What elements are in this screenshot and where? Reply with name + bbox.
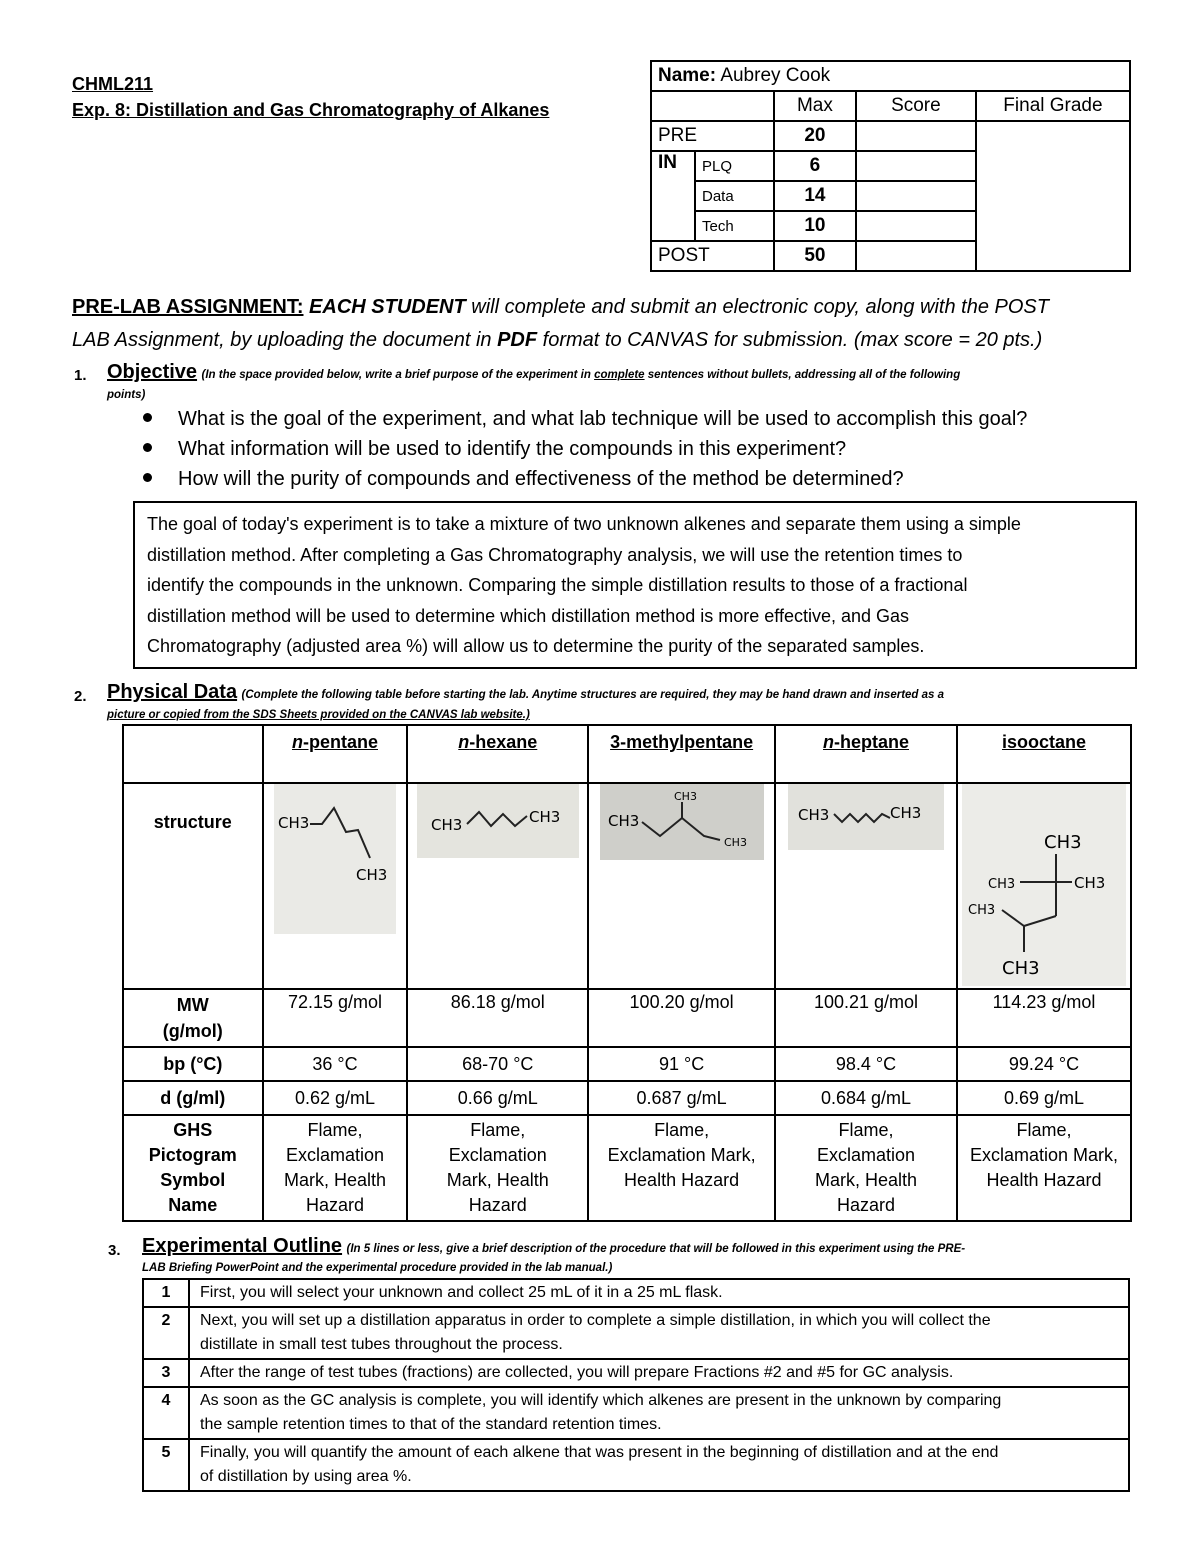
mw-label-a: MW bbox=[176, 995, 209, 1015]
objective-answer-box[interactable] bbox=[133, 501, 1137, 669]
mw-value: 100.21 g/mol bbox=[775, 989, 957, 1047]
prelab-text-2b: format to CANVAS for submission. (max score = 20 pts.) bbox=[542, 329, 1043, 351]
density-label: d (g/ml) bbox=[123, 1081, 263, 1115]
ghs-label-line: GHS bbox=[173, 1120, 213, 1140]
post-label: POST bbox=[651, 241, 774, 271]
objective-bullet-3 bbox=[143, 468, 904, 491]
ch3-label: CH3 bbox=[968, 903, 996, 918]
ch3-label: CH3 bbox=[673, 790, 697, 803]
mw-value: 100.20 g/mol bbox=[588, 989, 775, 1047]
pre-label: PRE bbox=[651, 121, 774, 151]
each-student: EACH STUDENT bbox=[309, 296, 466, 318]
objective-instructions bbox=[202, 369, 961, 381]
prelab-line-2 bbox=[72, 329, 1042, 352]
post-score[interactable] bbox=[856, 241, 976, 271]
ch3-label: CH3 bbox=[607, 812, 639, 830]
objective-instr-c: points) bbox=[107, 389, 146, 401]
objective-bullet-text: How will the purity of compounds and effectiveness of the method be determined? bbox=[178, 468, 904, 490]
step-number: 5 bbox=[143, 1439, 189, 1491]
physical-data-table bbox=[122, 724, 1132, 1222]
pre-max: 20 bbox=[774, 121, 856, 151]
prelab-text-2a: LAB Assignment, by uploading the document in bbox=[72, 329, 492, 351]
mw-value: 86.18 g/mol bbox=[407, 989, 588, 1047]
ghs-label bbox=[123, 1115, 263, 1221]
outline-step bbox=[143, 1359, 1129, 1387]
mw-value: 72.15 g/mol bbox=[263, 989, 408, 1047]
data-label: Data bbox=[695, 181, 774, 211]
n-prefix: n bbox=[458, 732, 470, 752]
physical-heading bbox=[107, 681, 944, 704]
col-max: Max bbox=[774, 91, 856, 121]
mw-value: 114.23 g/mol bbox=[957, 989, 1131, 1047]
step-text[interactable] bbox=[189, 1439, 1129, 1491]
outline-number: 3. bbox=[108, 1242, 121, 1259]
bp-value: 98.4 °C bbox=[775, 1047, 957, 1081]
name-cell bbox=[651, 61, 1130, 91]
physical-title: Physical Data bbox=[107, 681, 238, 703]
objective-title: Objective bbox=[107, 361, 198, 383]
outline-instr-b: LAB Briefing PowerPoint and the experimental procedure provided in the lab manual.) bbox=[142, 1262, 613, 1274]
pre-score[interactable] bbox=[856, 121, 976, 151]
ghs-line: Exclamation bbox=[285, 1145, 385, 1165]
n-prefix: n bbox=[291, 732, 303, 752]
prelab-heading: PRE-LAB ASSIGNMENT: bbox=[72, 296, 304, 318]
ghs-line: Hazard bbox=[468, 1195, 527, 1215]
step-number: 3 bbox=[143, 1359, 189, 1387]
step-text[interactable] bbox=[189, 1387, 1129, 1439]
density-value: 0.62 g/mL bbox=[263, 1081, 408, 1115]
n-pentane-structure-image bbox=[274, 784, 396, 934]
objective-bullet-1 bbox=[143, 408, 1027, 431]
bp-value: 36 °C bbox=[263, 1047, 408, 1081]
outline-step bbox=[143, 1307, 1129, 1359]
step-number: 4 bbox=[143, 1387, 189, 1439]
compound-name: isooctane bbox=[1001, 732, 1087, 752]
ch3-label: CH3 bbox=[1044, 832, 1082, 853]
ghs-line: Mark, Health bbox=[446, 1170, 549, 1190]
col-score: Score bbox=[856, 91, 976, 121]
ghs-line: Flame, bbox=[654, 1120, 710, 1140]
ghs-value bbox=[957, 1115, 1131, 1221]
answer-line: Chromatography (adjusted area %) will allow us to determine the purity of the separated samples. bbox=[147, 636, 925, 656]
step-line: Finally, you will quantify the amount of each alkene that was present in the beginning of distillation and at the end bbox=[200, 1444, 999, 1461]
outline-table bbox=[142, 1278, 1130, 1492]
step-text[interactable] bbox=[189, 1359, 1129, 1387]
header-3-methylpentane bbox=[588, 725, 775, 783]
step-line: distillate in small test tubes throughout the process. bbox=[200, 1336, 563, 1353]
mw-label bbox=[123, 989, 263, 1047]
ch3-label: CH3 bbox=[988, 877, 1016, 892]
ch3-label: CH3 bbox=[277, 814, 310, 832]
ch3-label: CH3 bbox=[430, 816, 463, 834]
physical-number: 2. bbox=[74, 688, 87, 705]
ghs-value bbox=[775, 1115, 957, 1221]
ghs-line: Health Hazard bbox=[986, 1170, 1102, 1190]
header-n-hexane bbox=[407, 725, 588, 783]
ghs-line: Health Hazard bbox=[624, 1170, 740, 1190]
ch3-label: CH3 bbox=[528, 808, 561, 826]
outline-step bbox=[143, 1279, 1129, 1307]
ghs-line: Exclamation Mark, bbox=[607, 1145, 756, 1165]
tech-max: 10 bbox=[774, 211, 856, 241]
ghs-value bbox=[263, 1115, 408, 1221]
n-prefix: n bbox=[822, 732, 834, 752]
step-line: of distillation by using area %. bbox=[200, 1468, 412, 1485]
ghs-line: Flame, bbox=[470, 1120, 526, 1140]
ghs-line: Flame, bbox=[838, 1120, 894, 1140]
prelab-text-1: will complete and submit an electronic copy, along with the POST bbox=[471, 296, 1049, 318]
n-heptane-structure-image bbox=[788, 784, 944, 850]
objective-bullet-text: What is the goal of the experiment, and what lab technique will be used to accomplish this goal? bbox=[178, 408, 1028, 430]
ch3-label: CH3 bbox=[355, 866, 388, 884]
col-final-grade: Final Grade bbox=[976, 91, 1130, 121]
ghs-line: Exclamation bbox=[816, 1145, 916, 1165]
isooctane-structure-image bbox=[962, 784, 1126, 986]
bp-value: 99.24 °C bbox=[957, 1047, 1131, 1081]
outline-step bbox=[143, 1387, 1129, 1439]
data-max: 14 bbox=[774, 181, 856, 211]
ch3-label: CH3 bbox=[1074, 874, 1106, 892]
ghs-value bbox=[407, 1115, 588, 1221]
answer-line: distillation method. After completing a Gas Chromatography analysis, we will use the retention times to bbox=[147, 544, 963, 565]
bp-value: 68-70 °C bbox=[407, 1047, 588, 1081]
bp-label: bp (°C) bbox=[123, 1047, 263, 1081]
ghs-line: Mark, Health bbox=[814, 1170, 918, 1190]
ghs-line: Hazard bbox=[836, 1195, 895, 1215]
step-number: 1 bbox=[143, 1279, 189, 1307]
ghs-line: Exclamation bbox=[448, 1145, 547, 1165]
compound-name: -heptane bbox=[833, 732, 909, 752]
compound-name: -pentane bbox=[302, 732, 378, 752]
step-line: As soon as the GC analysis is complete, you will identify which alkenes are present in the unknown by comparing bbox=[200, 1392, 1002, 1409]
n-hexane-structure-image bbox=[417, 784, 579, 858]
density-value: 0.687 g/mL bbox=[588, 1081, 775, 1115]
answer-line: The goal of today's experiment is to take a mixture of two unknown alkenes and separate them using a simple bbox=[147, 514, 1021, 534]
prelab-pdf: PDF bbox=[497, 329, 538, 351]
experiment-title: Exp. 8: Distillation and Gas Chromatography of Alkanes bbox=[72, 100, 550, 120]
ch3-label: CH3 bbox=[797, 806, 830, 824]
bp-value: 91 °C bbox=[588, 1047, 775, 1081]
objective-instr-a: (In the space provided below, write a brief purpose of the experiment in bbox=[201, 369, 591, 381]
name-label: Name: bbox=[658, 65, 717, 86]
physical-instr-a: (Complete the following table before starting the lab. Anytime structures are required, they may be hand drawn and inserted as a bbox=[241, 689, 945, 701]
outline-heading bbox=[142, 1235, 965, 1258]
step-number: 2 bbox=[143, 1307, 189, 1359]
step-line: First, you will select your unknown and collect 25 mL of it in a 25 mL flask. bbox=[200, 1284, 723, 1301]
ghs-line: Flame, bbox=[1016, 1120, 1072, 1140]
ghs-label-line: Pictogram bbox=[148, 1145, 237, 1165]
post-max: 50 bbox=[774, 241, 856, 271]
ghs-line: Exclamation Mark, bbox=[969, 1145, 1119, 1165]
step-line: After the range of test tubes (fractions) are collected, you will prepare Fractions #2 and #5 for GC analysis. bbox=[200, 1364, 954, 1381]
mw-label-b: (g/mol) bbox=[162, 1021, 223, 1041]
compound-name: -hexane bbox=[469, 732, 538, 752]
answer-line: distillation method will be used to determine which distillation method is more effective, and Gas bbox=[147, 605, 910, 626]
plq-label: PLQ bbox=[695, 151, 774, 181]
answer-line: identify the compounds in the unknown. Comparing the simple distillation results to those of a fractional bbox=[147, 575, 968, 595]
3-methylpentane-structure-image bbox=[600, 784, 764, 860]
ghs-line: Mark, Health bbox=[283, 1170, 387, 1190]
plq-score[interactable] bbox=[856, 151, 976, 181]
structure-label: structure bbox=[123, 783, 263, 989]
ghs-label-line: Symbol bbox=[160, 1170, 226, 1190]
header-n-heptane bbox=[775, 725, 957, 783]
tech-score[interactable] bbox=[856, 211, 976, 241]
plq-max: 6 bbox=[774, 151, 856, 181]
data-score[interactable] bbox=[856, 181, 976, 211]
prelab-line-1 bbox=[72, 296, 1049, 319]
ghs-value bbox=[588, 1115, 775, 1221]
density-value: 0.66 g/mL bbox=[407, 1081, 588, 1115]
step-line: Next, you will set up a distillation apparatus in order to complete a simple distillation, in which you will collect the bbox=[200, 1312, 991, 1329]
ch3-label: CH3 bbox=[889, 804, 922, 822]
outline-title: Experimental Outline bbox=[142, 1235, 343, 1257]
objective-instr-complete: complete bbox=[594, 369, 645, 381]
grade-table bbox=[650, 60, 1131, 272]
ghs-line: Hazard bbox=[305, 1195, 364, 1215]
tech-label: Tech bbox=[695, 211, 774, 241]
objective-bullet-2 bbox=[143, 438, 846, 461]
ch3-label: CH3 bbox=[723, 836, 747, 849]
step-line: the sample retention times to that of the standard retention times. bbox=[200, 1416, 662, 1433]
step-text[interactable] bbox=[189, 1307, 1129, 1359]
objective-number: 1. bbox=[74, 367, 87, 384]
final-grade-cell[interactable] bbox=[976, 121, 1130, 271]
course-code: CHML211 bbox=[72, 74, 154, 94]
objective-instr-b: sentences without bullets, addressing all of the following bbox=[647, 369, 961, 381]
ch3-label: CH3 bbox=[1002, 958, 1040, 979]
ghs-line: Flame, bbox=[307, 1120, 363, 1140]
in-label: IN bbox=[651, 151, 695, 241]
compound-name: 3-methylpentane bbox=[610, 732, 754, 752]
student-name: Aubrey Cook bbox=[720, 65, 831, 86]
outline-step bbox=[143, 1439, 1129, 1491]
density-value: 0.684 g/mL bbox=[775, 1081, 957, 1115]
objective-heading bbox=[107, 361, 960, 384]
objective-bullet-text: What information will be used to identify the compounds in this experiment? bbox=[178, 438, 847, 460]
outline-instr-a: (In 5 lines or less, give a brief description of the procedure that will be followed in this experiment using the PRE- bbox=[346, 1243, 966, 1255]
header-isooctane bbox=[957, 725, 1131, 783]
ghs-label-line: Name bbox=[168, 1195, 218, 1215]
physical-instr-b: picture or copied from the SDS Sheets provided on the CANVAS lab website.) bbox=[107, 709, 530, 721]
header-n-pentane bbox=[263, 725, 408, 783]
density-value: 0.69 g/mL bbox=[957, 1081, 1131, 1115]
step-text[interactable] bbox=[189, 1279, 1129, 1307]
